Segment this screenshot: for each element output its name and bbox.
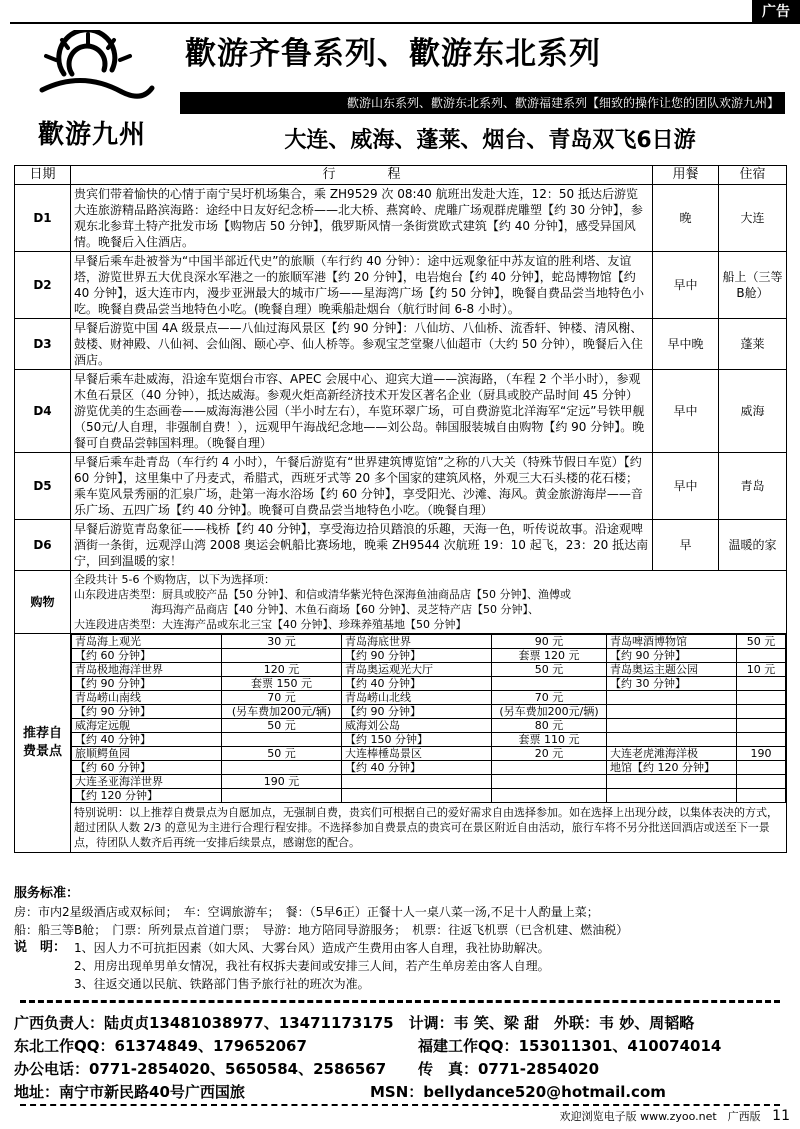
- recommend-cell: 青岛海底世界: [342, 635, 492, 649]
- day-lodging: 威海: [719, 370, 787, 453]
- table-row: [15, 319, 787, 370]
- recommend-row-item: [72, 663, 786, 677]
- standards-line: 房：市内2星级酒店或双标间； 车：空调旅游车； 餐：（5早6正）正餐十人一桌八菜一汤,不足十人酌量上菜；: [14, 905, 599, 919]
- recommend-row-item: [72, 691, 786, 705]
- day-label: D2: [15, 252, 71, 319]
- day-lodging: 青岛: [719, 453, 787, 520]
- recommend-cell: [737, 733, 786, 747]
- recommend-cell: [607, 775, 737, 789]
- page-title: 歡游齐鲁系列、歡游东北系列: [185, 36, 601, 72]
- recommend-cell: 50 元: [492, 663, 607, 677]
- recommend-cell: 10 元: [737, 663, 786, 677]
- recommend-cell: 50 元: [222, 719, 342, 733]
- notes-block: [14, 939, 786, 993]
- day-label: D4: [15, 370, 71, 453]
- day-lodging: 温暖的家: [719, 520, 787, 571]
- recommend-cell: [737, 789, 786, 803]
- recommend-cell: [222, 789, 342, 803]
- recommend-cell: 70 元: [222, 691, 342, 705]
- footer-text: 欢迎浏览电子版 www.zyoo.net 广西版: [559, 1110, 761, 1123]
- contact-msn: MSN：bellydance520@hotmail.com: [370, 1083, 666, 1101]
- day-itinerary: 早餐后游览青岛象征——栈桥【约 40 分钟】，享受海边拾贝踏浪的乐趣，天海一色，听传说故事。沿途观啤酒街一条街，远观浮山湾 2008 奥运会帆船比赛场地，晚乘 ZH9544 次航班 19：10 起飞，23：20 抵达南宁，回到温暖的家！: [71, 520, 653, 571]
- shopping-line: 全段共计 5-6 个购物店，以下为选择项：: [74, 573, 275, 586]
- recommend-table: [71, 634, 786, 803]
- recommend-cell: 120 元: [222, 663, 342, 677]
- recommend-row-item: [72, 761, 786, 775]
- day-lodging: 船上（三等B舱）: [719, 252, 787, 319]
- recommend-cell: 大连棒棰岛景区: [342, 747, 492, 761]
- contact-line: [14, 1035, 786, 1058]
- recommend-cell: 【约 120 分钟】: [72, 789, 222, 803]
- table-row: [15, 370, 787, 453]
- recommend-cell: [737, 649, 786, 663]
- recommend-cell: 【约 90 分钟】: [72, 705, 222, 719]
- standards-line: 船：船三等B舱； 门票：所列景点首道门票； 导游：地方陪同导游服务； 机票：往返飞机票（已含机建、燃油税）: [14, 923, 629, 937]
- recommend-cell: 青岛啤酒博物馆: [607, 635, 737, 649]
- shopping-line: 海玛海产品商店【40 分钟】、木鱼石商场【60 分钟】、灵芝特产店【50 分钟】、: [74, 603, 539, 616]
- recommend-cell: [607, 691, 737, 705]
- notes-label: 说 明：: [14, 940, 67, 955]
- recommend-cell: 套票 150 元: [222, 677, 342, 691]
- table-row: [15, 453, 787, 520]
- recommend-cell: 青岛崂山北线: [342, 691, 492, 705]
- recommend-cell: 地馆【约 120 分钟】: [607, 761, 737, 775]
- itinerary-table: [14, 165, 787, 853]
- recommend-cell: [607, 789, 737, 803]
- shopping-line: 大连段进店类型：大连海产品或东北三宝【40 分钟】、珍珠养殖基地【50 分钟】: [74, 618, 467, 631]
- recommend-cell: [222, 649, 342, 663]
- recommend-cell: 青岛奥运主题公园: [607, 663, 737, 677]
- recommend-row-item: [72, 677, 786, 691]
- contact-line: 广西负责人：陆贞贞13481038977、13471173175 计调：韦 笑、梁 甜 外联：韦 妙、周韬略: [14, 1014, 695, 1032]
- recommend-cell: 青岛海上观光: [72, 635, 222, 649]
- header-meals: 用餐: [653, 166, 719, 185]
- note-item: 3、往返交通以民航、铁路部门售予旅行社的班次为准。: [74, 977, 370, 991]
- day-itinerary: 贵宾们带着愉快的心情于南宁吴圩机场集合，乘 ZH9529 次 08:40 航班出发赴大连，12：50 抵达后游览大连旅游精品路滨海路：途经中日友好纪念桥——北大桥、燕窝岭、虎雕广场观群虎雕塑【约 30 分钟】，参观东北参茸土特产批发市场【购物店 50 分钟】，俄罗斯风情一条街赏欧式建筑【约 40 分钟】，感受异国风情。晚餐后入住酒店。: [71, 185, 653, 252]
- recommend-cell: [492, 775, 607, 789]
- recommend-row-item: [72, 775, 786, 789]
- header-lodging: 住宿: [719, 166, 787, 185]
- recommend-cell: 190 元: [222, 775, 342, 789]
- logo: [12, 30, 172, 168]
- recommend-cell: 30 元: [222, 635, 342, 649]
- recommend-cell: 【约 90 分钟】: [342, 649, 492, 663]
- logo-text: 歡游九州: [37, 120, 146, 150]
- recommend-row-item: [72, 733, 786, 747]
- recommend-cell: 70 元: [492, 691, 607, 705]
- recommend-cell: [737, 761, 786, 775]
- contact-qq-fujian: 福建工作QQ：153011301、410074014: [418, 1037, 722, 1055]
- recommend-cell: [607, 705, 737, 719]
- recommend-cell: 【约 40 分钟】: [342, 677, 492, 691]
- day-itinerary: 早餐后游览中国 4A 级景点——八仙过海风景区【约 90 分钟】：八仙坊、八仙桥、流香轩、钟楼、清风榭、鼓楼、财神殿、八仙祠、会仙阁、颐心亭、仙人桥等。参观宝芝堂聚八仙超市（大约 50 分钟），晚餐后入住酒店。: [71, 319, 653, 370]
- contact-fax: 传 真：0771-2854020: [418, 1060, 600, 1078]
- footer: [500, 1108, 790, 1124]
- header-itinerary: 行 程: [71, 166, 653, 185]
- recommend-cell: [737, 775, 786, 789]
- recommend-row-item: [72, 705, 786, 719]
- recommend-cell: [492, 677, 607, 691]
- recommend-row-item: [72, 635, 786, 649]
- table-row: [15, 520, 787, 571]
- day-itinerary: 早餐后乘车赴被誉为“中国半部近代史”的旅顺（车行约 40 分钟）：途中远观象征中苏友谊的胜利塔、友谊塔，游览世界五大优良深水军港之一的旅顺军港【约 20 分钟】，电岩炮台【约 40 分钟】，蛇岛博物馆【约 40 分钟】，返大连市内，漫步亚洲最大的城市广场——星海湾广场【约 50 分钟】，晚餐自费品尝当地特色小吃。晚餐自费品尝当地特色小吃。(晚餐自理）晚乘船赴烟台（航行时间 6-8 小时）。: [71, 252, 653, 319]
- day-meals: 早中: [653, 252, 719, 319]
- recommend-cell: 【约 30 分钟】: [607, 677, 737, 691]
- day-label: D5: [15, 453, 71, 520]
- recommend-row-item: [72, 719, 786, 733]
- header-date: 日期: [15, 166, 71, 185]
- recommend-cell: 80 元: [492, 719, 607, 733]
- shopping-row: [15, 571, 787, 634]
- table-row: [15, 252, 787, 319]
- recommend-cell: 套票 120 元: [492, 649, 607, 663]
- recommend-cell: 青岛崂山南线: [72, 691, 222, 705]
- series-banner: 歡游山东系列、歡游东北系列、歡游福建系列【细致的操作让您的团队欢游九州】: [180, 92, 785, 114]
- day-itinerary: 早餐后乘车赴青岛（车行约 4 小时），午餐后游览有“世界建筑博览馆”之称的八大关（特殊节假日车览）【约 60 分钟】，这里集中了丹麦式，希腊式，西班牙式等 20 多个国家的建筑风格，外观三大石头楼的花石楼；乘车览风景秀丽的汇泉广场，赴第一海水浴场【约 60 分钟】，享受阳光、沙滩、海风。黄金旅游海岸——音乐广场、五四广场【约 40 分钟】。晚餐可自费品尝当地特色小吃。（晚餐自理）: [71, 453, 653, 520]
- recommend-cell: 【约 150 分钟】: [342, 733, 492, 747]
- shopping-line: 山东段进店类型：厨具或胶产品【50 分钟】、和信或清华紫光特色深海鱼油商品店【50 分钟】、渔傅或: [74, 588, 571, 601]
- ad-tag: 广告: [752, 0, 800, 24]
- recommend-cell: [737, 719, 786, 733]
- day-meals: 早中: [653, 370, 719, 453]
- day-meals: 早: [653, 520, 719, 571]
- day-label: D6: [15, 520, 71, 571]
- recommend-cell: 旅顺鳄鱼园: [72, 747, 222, 761]
- recommend-cell: [492, 789, 607, 803]
- recommend-cell: [607, 733, 737, 747]
- recommend-cell: 【约 60 分钟】: [72, 761, 222, 775]
- day-lodging: 大连: [719, 185, 787, 252]
- recommend-cell: [492, 761, 607, 775]
- recommend-cell: [737, 691, 786, 705]
- divider: [20, 1104, 780, 1106]
- contact-address: 地址：南宁市新民路40号广西国旅: [14, 1083, 245, 1101]
- recommend-cell: 威海定远舰: [72, 719, 222, 733]
- recommend-cell: [222, 733, 342, 747]
- contact-office-phone: 办公电话：0771-2854020、5650584、2586567: [14, 1060, 387, 1078]
- day-label: D1: [15, 185, 71, 252]
- recommend-row-item: [72, 747, 786, 761]
- day-label: D3: [15, 319, 71, 370]
- recommend-cell: 青岛极地海洋世界: [72, 663, 222, 677]
- recommend-cell: [342, 789, 492, 803]
- standards-title: 服务标准：: [14, 886, 80, 901]
- page-number: 11: [772, 1108, 790, 1124]
- recommend-cell: (另车费加200元/辆): [222, 705, 342, 719]
- recommend-cell: [737, 677, 786, 691]
- shopping-content: [71, 571, 787, 634]
- note-item: 2、用房出现单男单女情况，我社有权拆夫妻间或安排三人间，若产生单房差由客人自理。: [74, 959, 550, 973]
- recommend-cell: 套票 110 元: [492, 733, 607, 747]
- contact-line: [14, 1081, 786, 1104]
- recommend-cell: 威海刘公岛: [342, 719, 492, 733]
- recommend-cell: 【约 90 分钟】: [342, 705, 492, 719]
- recommend-note: 特别说明：以上推荐自费景点为自愿加点，无强制自费，贵宾们可根据自己的爱好需求自由选择参加。如在选择上出现分歧，以集体表决的方式，超过团队人数 2/3 的意见为主进行合理行程安排。不选择参加自费景点的贵宾可在景区附近自由活动，旅行车将不另分批送回酒店或送至下一景点，待团队人数齐后再统一安排后续景点，感谢您的配合。: [74, 806, 778, 849]
- recommend-cell: [607, 719, 737, 733]
- recommend-cell: 50 元: [737, 635, 786, 649]
- shopping-label: 购物: [15, 571, 71, 634]
- top-rule: [10, 22, 790, 24]
- contact-qq-northeast: 东北工作QQ：61374849、179652067: [14, 1037, 307, 1055]
- recommend-cell: 190: [737, 747, 786, 761]
- day-meals: 晚: [653, 185, 719, 252]
- recommend-cell: 50 元: [222, 747, 342, 761]
- recommend-row-item: [72, 789, 786, 803]
- recommend-label: 推荐自费景点: [15, 634, 71, 853]
- recommend-cell: 大连圣亚海洋世界: [72, 775, 222, 789]
- recommend-row-item: [72, 649, 786, 663]
- recommend-cell: 90 元: [492, 635, 607, 649]
- contact-line: [14, 1058, 786, 1081]
- day-itinerary: 早餐后乘车赴威海，沿途车览烟台市容、APEC 会展中心、迎宾大道——滨海路，（车程 2 个半小时），参观木鱼石景区（40 分钟），抵达威海。参观火炬高新经济技术开发区著名企业（厨具或胶产品时间 45 分钟）游览优美的生态画卷——威海海港公园（半小时左右），车览环翠广场，可自费游览北洋海军“定远”号铁甲舰（50元/人自理，非强制自费！），远观甲午海战纪念地——刘公岛。韩国服装城自由购物【约 90 分钟】。晚餐可自费品尝韩国料理。（晚餐自理）: [71, 370, 653, 453]
- day-meals: 早中晚: [653, 319, 719, 370]
- recommend-cell: 青岛奥运观光大厅: [342, 663, 492, 677]
- recommend-cell: 【约 90 分钟】: [72, 677, 222, 691]
- recommend-cell: [222, 761, 342, 775]
- recommend-row: [15, 634, 787, 853]
- recommend-cell: (另车费加200元/辆): [492, 705, 607, 719]
- sun-swirl-logo-icon: [12, 30, 172, 114]
- recommend-cell: [737, 705, 786, 719]
- day-lodging: 蓬莱: [719, 319, 787, 370]
- recommend-cell: 大连老虎滩海洋极: [607, 747, 737, 761]
- day-meals: 早中: [653, 453, 719, 520]
- recommend-cell: 【约 40 分钟】: [72, 733, 222, 747]
- table-row: [15, 185, 787, 252]
- recommend-cell: 【约 60 分钟】: [72, 649, 222, 663]
- recommend-cell: 20 元: [492, 747, 607, 761]
- recommend-cell: 【约 40 分钟】: [342, 761, 492, 775]
- recommend-content: [71, 634, 787, 853]
- tour-name: 大连、威海、蓬莱、烟台、青岛双飞6日游: [284, 128, 696, 153]
- note-item: 1、因人力不可抗拒因素（如大风、大雾台风）造成产生费用由客人自理，我社协助解决。: [74, 941, 550, 955]
- table-header-row: [15, 166, 787, 185]
- divider: [20, 1000, 780, 1003]
- recommend-cell: [342, 775, 492, 789]
- recommend-cell: 【约 90 分钟】: [607, 649, 737, 663]
- contact-block: [14, 1012, 786, 1104]
- service-standards: [14, 884, 786, 993]
